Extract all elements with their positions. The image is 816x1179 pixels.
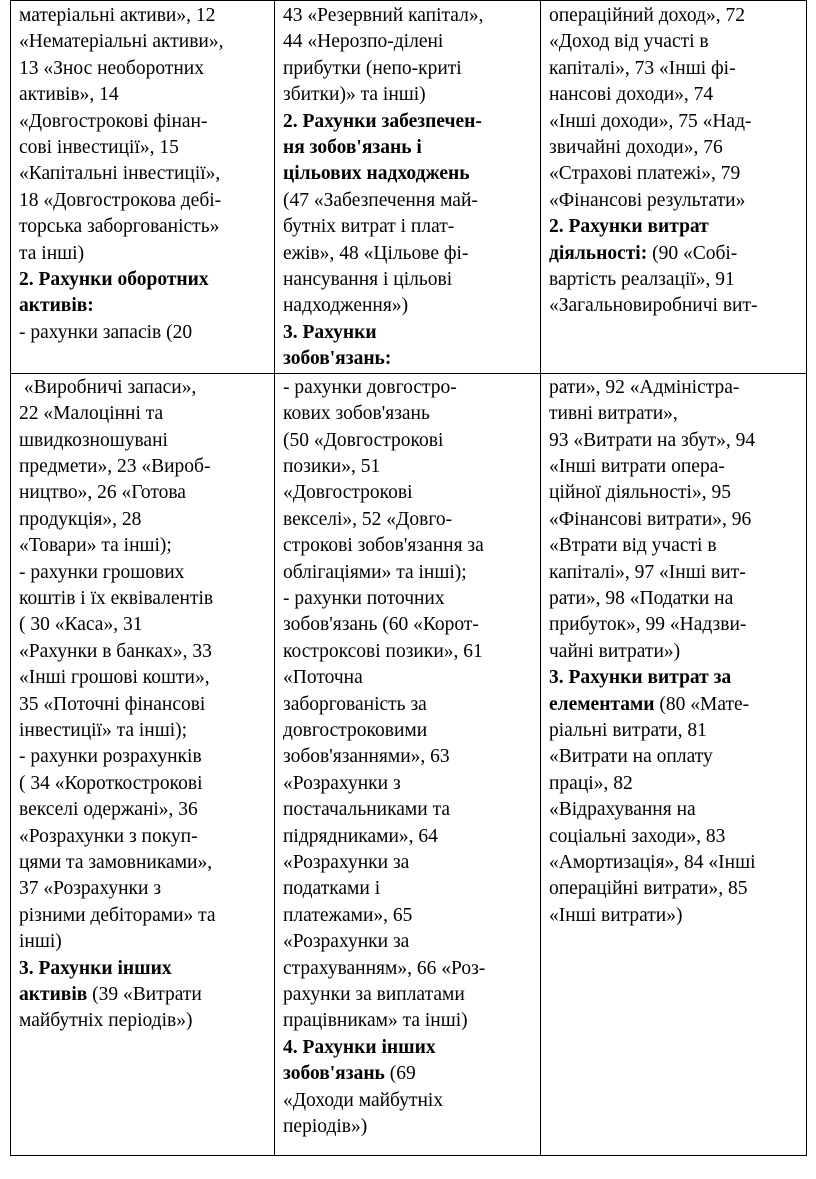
cell-line: тивні витрати», bbox=[549, 403, 678, 425]
cell-line: «Інші витрати опера- bbox=[549, 455, 725, 477]
cell-line: коштів і їх еквівалентів bbox=[19, 587, 214, 609]
cell-line: «Рахунки в банках», 33 bbox=[19, 640, 212, 662]
section-text: (90 «Собі- вартість реалзації», 91 «Загальновиробничі вит- bbox=[549, 242, 758, 317]
cell-line: ( 34 «Короткострокові bbox=[19, 772, 203, 794]
cell-line: «Фінансові витрати», 96 bbox=[549, 508, 752, 530]
cell-line: 43 «Резервний капітал», bbox=[283, 5, 484, 26]
cell-line: 13 «Знос необоротних bbox=[19, 57, 204, 79]
cell-line: «Довгострокові bbox=[283, 482, 413, 504]
cell-line: облігаціями» та інші); bbox=[283, 561, 467, 583]
cell-line: капіталі», 97 «Інші вит- bbox=[549, 561, 746, 583]
cell-line: зобов'язань (60 «Корот- bbox=[283, 614, 479, 636]
cell-line: нансові доходи», 74 bbox=[549, 84, 714, 106]
table-row bbox=[11, 1, 807, 374]
cell-line: «Інші доходи», 75 «Над- bbox=[549, 110, 752, 132]
cell-line: 44 «Нерозпо-ділені bbox=[283, 31, 444, 53]
cell-line: позики», 51 bbox=[283, 455, 381, 477]
cell-line: строкові зобов'язання за bbox=[283, 535, 484, 557]
cell-line: зобов'язаннями», 63 bbox=[283, 746, 450, 768]
cell-line: «Фінансові результати» bbox=[549, 189, 746, 211]
cell-line: 18 «Довгострокова дебі- bbox=[19, 189, 222, 211]
cell-line: «Довгострокові фінан- bbox=[19, 110, 208, 132]
cell-line: сові інвестиції», 15 bbox=[19, 137, 179, 159]
cell-line: «Розрахунки за bbox=[283, 852, 410, 873]
table-cell-r1c1 bbox=[11, 1, 275, 374]
cell-line: працівникам» та інші) bbox=[283, 1010, 468, 1032]
section-heading: 3. Рахунки витрат за елементами bbox=[549, 667, 732, 715]
cell-line: прибутки (непо-криті bbox=[283, 57, 462, 79]
cell-line: векселі», 52 «Довго- bbox=[283, 508, 453, 530]
cell-line: продукція», 28 bbox=[19, 508, 142, 530]
table-cell-r2c2 bbox=[275, 373, 541, 1155]
accounts-table bbox=[10, 0, 807, 1156]
cell-line: «Поточна bbox=[283, 667, 363, 689]
cell-line: «Розрахунки з bbox=[283, 772, 401, 794]
cell-line: капіталі», 73 «Інші фі- bbox=[549, 57, 736, 79]
cell-line: 22 «Малоцінні та bbox=[19, 403, 164, 425]
cell-line: операційний доход», 72 bbox=[549, 5, 746, 26]
cell-line: «Капітальні інвестиції», bbox=[19, 163, 221, 185]
cell-line: збитки)» та інші) bbox=[283, 84, 426, 106]
cell-line: - рахунки довгостро- bbox=[283, 376, 457, 398]
cell-line: - рахунки поточних bbox=[283, 587, 445, 609]
cell-line: чайні витрати») bbox=[549, 640, 681, 662]
cell-line: інші) bbox=[19, 931, 62, 953]
section-heading: 2. Рахунки витрат діяльності: bbox=[549, 216, 709, 264]
cell-line: прибуток», 99 «Надзви- bbox=[549, 614, 747, 636]
cell-line: різними дебіторами» та bbox=[19, 904, 216, 926]
table-cell-r2c3 bbox=[541, 373, 807, 1155]
section-heading: 2. Рахунки оборотних активів: bbox=[19, 269, 209, 317]
cell-line: та інші) bbox=[19, 242, 85, 264]
section-text: - рахунки запасів (20 bbox=[19, 321, 193, 343]
cell-line: ційної діяльності», 95 bbox=[549, 482, 731, 504]
cell-line: «Доход від участі в bbox=[549, 31, 709, 53]
cell-line: «Товари» та інші); bbox=[19, 535, 172, 557]
table-cell-r1c3 bbox=[541, 1, 807, 374]
section-text: (80 «Мате- ріальні витрати, 81 «Витрати на оплату праці», 82 «Відрахування на соціальні заходи», 83 «Амортизація», 84 «Інші операційні витрати», 85 «Інші витрати») bbox=[549, 693, 756, 926]
cell-line: «Інші грошові кошти», bbox=[19, 667, 210, 689]
cell-line: податками і bbox=[283, 878, 381, 900]
cell-line: рати», 92 «Адміністра- bbox=[549, 376, 740, 398]
cell-line: цями та замовниками», bbox=[19, 852, 213, 873]
cell-line: рати», 98 «Податки на bbox=[549, 587, 734, 609]
cell-line: платежами», 65 bbox=[283, 904, 413, 926]
cell-line: ( 30 «Каса», 31 bbox=[19, 614, 143, 636]
cell-line: 37 «Розрахунки з bbox=[19, 878, 162, 900]
cell-line: підрядниками», 64 bbox=[283, 825, 438, 847]
section-text: (47 «Забезпечення май- бутніх витрат і плат- ежів», 48 «Цільове фі- нансування і цільові надходження») bbox=[283, 189, 478, 317]
cell-line: кових зобов'язань bbox=[283, 403, 430, 425]
section-heading: 4. Рахунки інших зобов'язань bbox=[283, 1036, 436, 1085]
cell-line: інвестиції» та інші); bbox=[19, 719, 188, 741]
table-row bbox=[11, 373, 807, 1155]
cell-line: швидкозношувані bbox=[19, 429, 168, 451]
cell-line: матеріальні активи», 12 bbox=[19, 5, 216, 26]
cell-line: «Втрати від участі в bbox=[549, 535, 717, 557]
cell-line: - рахунки розрахунків bbox=[19, 746, 202, 768]
section-text: (39 «Витрати майбутніх періодів») bbox=[19, 984, 202, 1032]
cell-line: активів», 14 bbox=[19, 84, 119, 106]
cell-line: «Розрахунки за bbox=[283, 931, 410, 953]
table-cell-r2c1 bbox=[11, 373, 275, 1155]
section-text: (69 «Доходи майбутніх періодів») bbox=[283, 1063, 444, 1138]
cell-line: рахунки за виплатами bbox=[283, 984, 465, 1006]
cell-line: (50 «Довгострокові bbox=[283, 429, 444, 451]
section-heading: 3. Рахунки зобов'язань: bbox=[283, 321, 392, 370]
cell-line: страхуванням», 66 «Роз- bbox=[283, 957, 486, 979]
section-heading: 3. Рахунки інших активів bbox=[19, 957, 172, 1006]
cell-line: костроксові позики», 61 bbox=[283, 640, 483, 662]
section-heading: 2. Рахунки забезпечен- ня зобов'язань і цільових надходжень bbox=[283, 110, 482, 185]
cell-line: 93 «Витрати на збут», 94 bbox=[549, 429, 756, 451]
cell-line: предмети», 23 «Вироб- bbox=[19, 455, 211, 477]
cell-line: торська заборгованість» bbox=[19, 216, 220, 238]
cell-line: довгостроковими bbox=[283, 719, 428, 741]
cell-line: векселі одержані», 36 bbox=[19, 799, 198, 821]
table-cell-r1c2 bbox=[275, 1, 541, 374]
cell-line: «Страхові платежі», 79 bbox=[549, 163, 741, 185]
cell-line: заборгованість за bbox=[283, 693, 427, 715]
cell-line: «Нематеріальні активи», bbox=[19, 31, 224, 53]
cell-line: 35 «Поточні фінансові bbox=[19, 693, 206, 715]
cell-line: ництво», 26 «Готова bbox=[19, 482, 186, 504]
cell-line: «Виробничі запаси», bbox=[19, 376, 197, 398]
cell-line: постачальниками та bbox=[283, 799, 450, 821]
cell-line: «Розрахунки з покуп- bbox=[19, 825, 198, 847]
cell-line: звичайні доходи», 76 bbox=[549, 137, 723, 159]
cell-line: - рахунки грошових bbox=[19, 561, 185, 583]
